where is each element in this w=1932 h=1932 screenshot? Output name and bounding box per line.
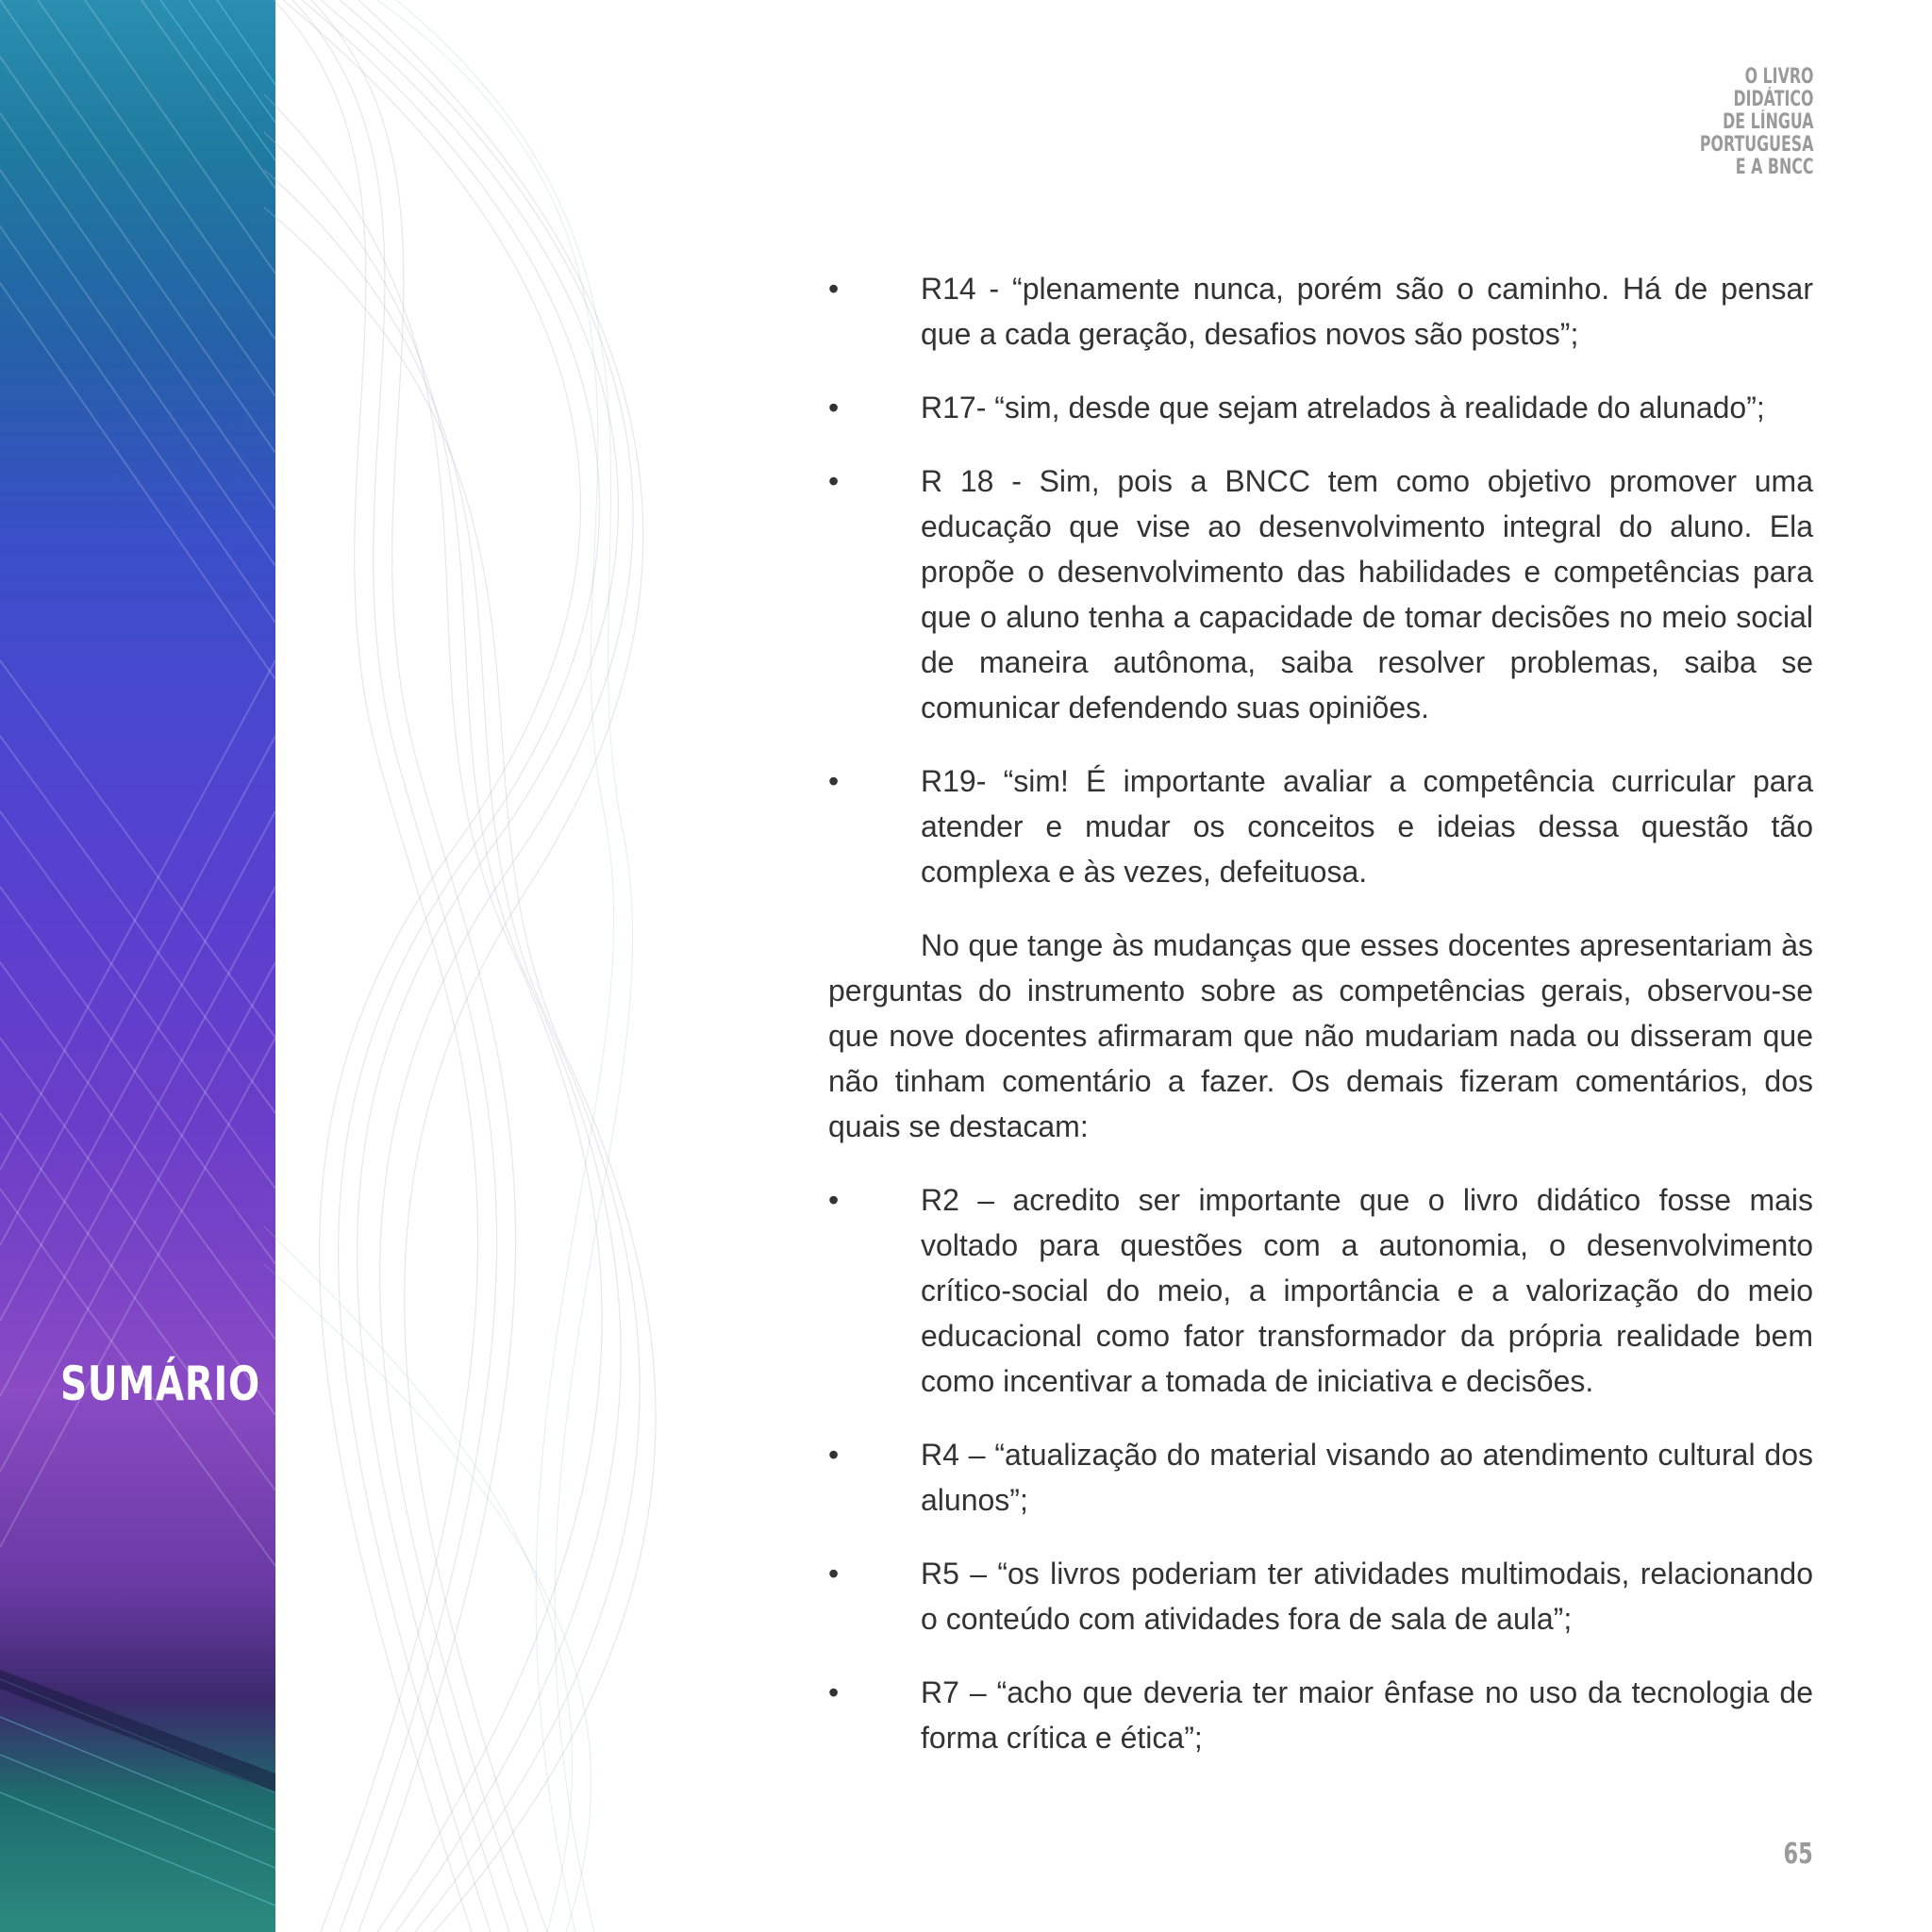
bullet-icon: • xyxy=(828,464,840,498)
book-title-line: PORTUGUESA xyxy=(1699,133,1813,157)
band-line-pattern xyxy=(0,0,275,1932)
main-text xyxy=(828,266,1813,1789)
wave-decoration xyxy=(264,0,717,1932)
bullet-item xyxy=(828,1432,1813,1523)
bullet-text: R17- “sim, desde que sejam atrelados à realidade do alunado”; xyxy=(921,391,1765,425)
book-title-line: O LIVRO xyxy=(1744,65,1813,89)
bullet-icon: • xyxy=(828,1183,840,1217)
bullet-icon: • xyxy=(828,391,840,425)
bullet-item xyxy=(828,758,1813,894)
bullet-icon: • xyxy=(828,764,840,798)
bullet-text: R5 – “os livros poderiam ter atividades multimodais, relacionando o conteúdo com atividades fora de sala de aula”; xyxy=(921,1557,1813,1636)
bullet-text: R 18 - Sim, pois a BNCC tem como objetivo promover uma educação que vise ao desenvolvimento integral do aluno. Ela propõe o desenvolvimento das habilidades e competências para que o aluno tenha a capacidade de tomar decisões no meio social de maneira autônoma, saiba resolver problemas, saiba se comunicar defendendo suas opiniões. xyxy=(921,464,1813,724)
book-title xyxy=(1656,66,1813,179)
side-decorative-band xyxy=(0,0,275,1932)
page-number: 65 xyxy=(1783,1838,1813,1871)
book-title-line: DIDÁTICO xyxy=(1732,88,1813,111)
bullet-item xyxy=(828,1177,1813,1404)
bullet-text: R14 - “plenamente nunca, porém são o caminho. Há de pensar que a cada geração, desafios novos são postos”; xyxy=(921,272,1813,351)
bullet-icon: • xyxy=(828,1438,840,1472)
bullet-text: R4 – “atualização do material visando ao atendimento cultural dos alunos”; xyxy=(921,1438,1813,1517)
body-paragraph: No que tange às mudanças que esses docentes apresentariam às perguntas do instrumento sobre as competências gerais, observou-se que nove docentes afirmaram que não mudariam nada ou disseram que não tinham comentário a fazer. Os demais fizeram comentários, dos quais se destacam: xyxy=(828,928,1813,1143)
bullet-item xyxy=(828,385,1813,430)
bullet-text: R19- “sim! É importante avaliar a competência curricular para atender e mudar os conceitos e ideias dessa questão tão complexa e às vezes, defeituosa. xyxy=(921,764,1813,889)
bullet-icon: • xyxy=(828,272,840,306)
bullet-item xyxy=(828,266,1813,357)
book-title-line: E A BNCC xyxy=(1735,156,1813,179)
bullet-text: R2 – acredito ser importante que o livro didático fosse mais voltado para questões com a autonomia, o desenvolvimento crítico-social do meio, a importância e a valorização do meio educacional como fator transformador da própria realidade bem como incentivar a tomada de iniciativa e decisões. xyxy=(921,1183,1813,1398)
bullet-item xyxy=(828,458,1813,730)
book-title-line: DE LÍNGUA xyxy=(1722,110,1813,134)
bullet-item xyxy=(828,1670,1813,1760)
bullet-icon: • xyxy=(828,1557,840,1591)
bullet-text: R7 – “acho que deveria ter maior ênfase no uso da tecnologia de forma crítica e ética”; xyxy=(921,1675,1813,1755)
bullet-icon: • xyxy=(828,1675,840,1709)
bullet-item xyxy=(828,1551,1813,1641)
sumario-link[interactable]: SUMÁRIO xyxy=(60,1357,260,1411)
